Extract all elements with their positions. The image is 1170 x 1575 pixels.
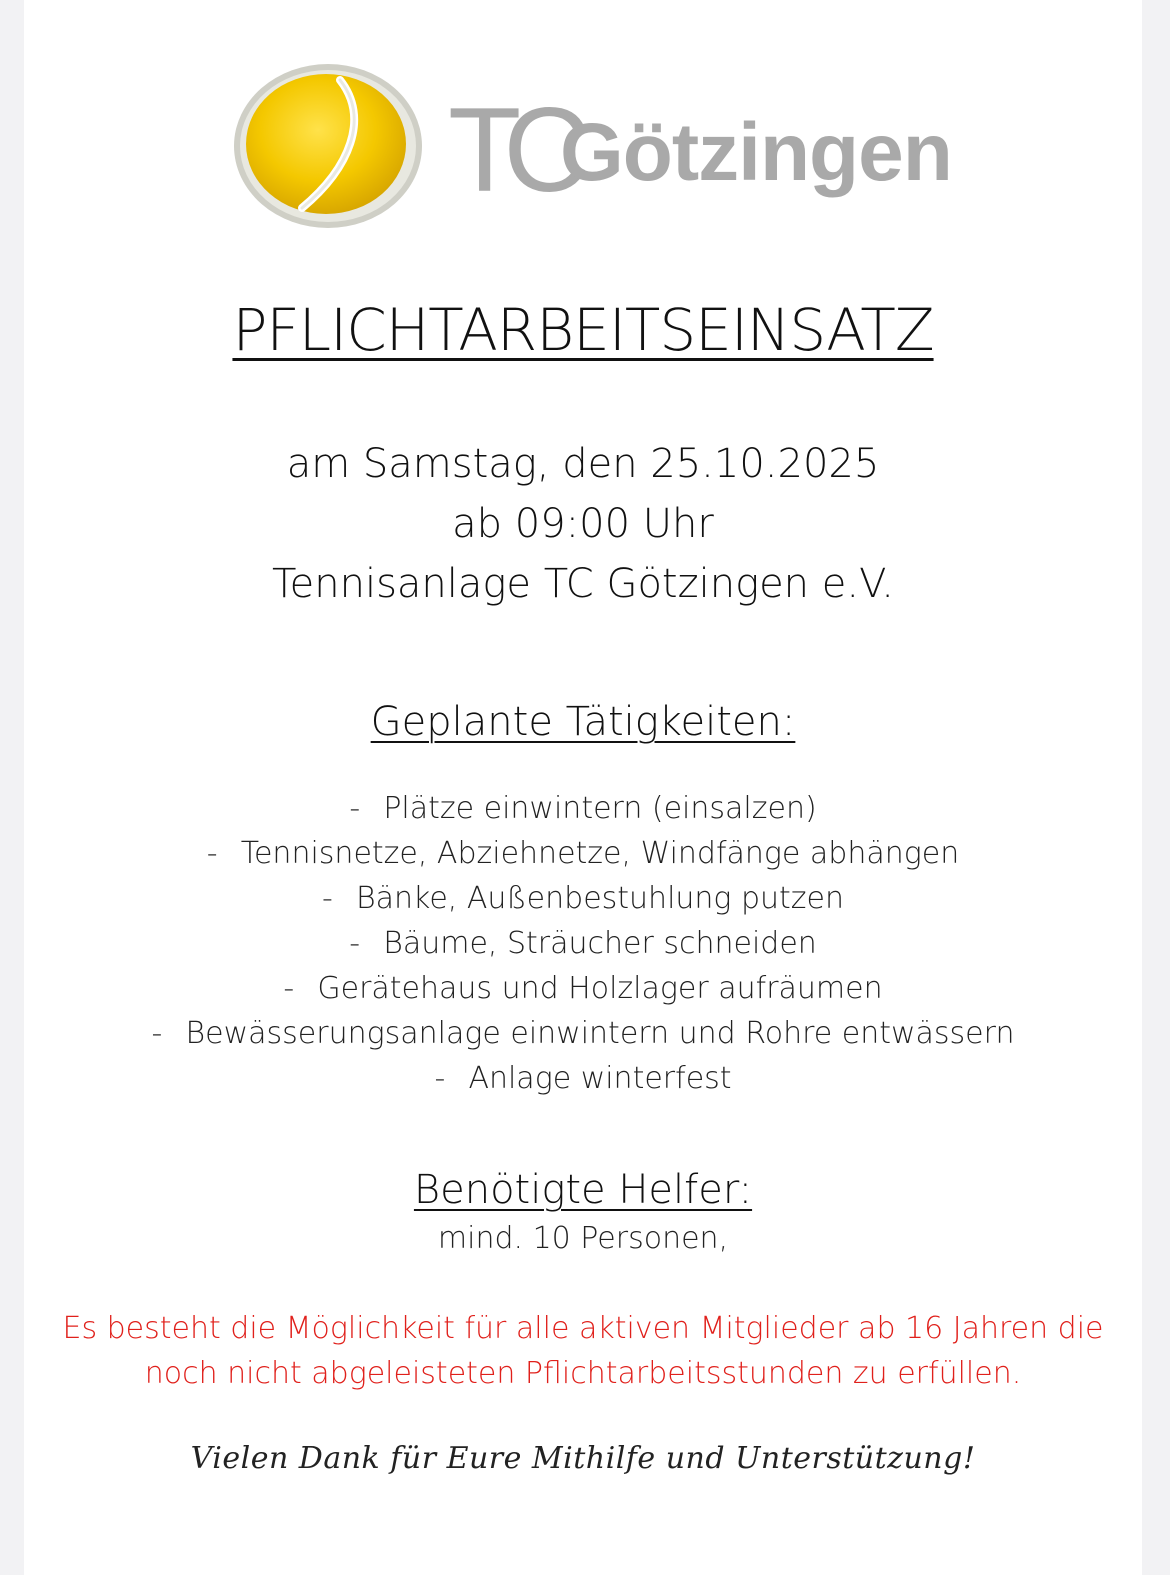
list-item: - Bewässerungsanlage einwintern und Rohre entwässern: [24, 1011, 1142, 1056]
bullet-dash: -: [434, 1061, 446, 1096]
logo-name-text: Götzingen: [560, 107, 952, 198]
flyer-page: [24, 0, 1142, 1575]
bullet-dash: -: [151, 1016, 163, 1051]
club-logo: [220, 58, 955, 230]
list-item: - Tennisnetze, Abziehnetze, Windfänge abhängen: [24, 831, 1142, 876]
member-notice: [24, 1306, 1142, 1396]
helpers-count: mind. 10 Personen,: [437, 1221, 729, 1256]
list-item: - Bäume, Sträucher schneiden: [24, 921, 1142, 966]
page-title: [24, 292, 1142, 368]
list-item: - Plätze einwintern (einsalzen): [24, 786, 1142, 831]
tasks-heading-text: Geplante Tätigkeiten:: [370, 699, 796, 745]
event-location: Tennisanlage TC Götzingen e.V.: [272, 561, 894, 607]
logo-graphic: [220, 58, 955, 230]
bullet-dash: -: [283, 971, 295, 1006]
notice-line: Es besteht die Möglichkeit für alle aktiven Mitglieder ab 16 Jahren die: [62, 1311, 1104, 1346]
bullet-dash: -: [349, 791, 361, 826]
list-item: - Anlage winterfest: [24, 1056, 1142, 1101]
logo-tc-text: TC: [448, 83, 572, 217]
task-list: [24, 786, 1142, 1101]
helpers-heading-text: Benötigte Helfer:: [413, 1167, 753, 1213]
event-date: am Samstag, den 25.10.2025: [286, 441, 880, 487]
helpers-heading: [24, 1162, 1142, 1218]
tasks-heading: [24, 694, 1142, 750]
bullet-dash: -: [206, 836, 218, 871]
event-time: ab 09:00 Uhr: [452, 501, 714, 547]
bullet-dash: -: [349, 926, 361, 961]
notice-line: noch nicht abgeleisteten Pflichtarbeitsstunden zu erfüllen.: [144, 1356, 1022, 1391]
event-details: [24, 434, 1142, 614]
list-item: - Gerätehaus und Holzlager aufräumen: [24, 966, 1142, 1011]
bullet-dash: -: [321, 881, 333, 916]
thanks-message: Vielen Dank für Eure Mithilfe und Unterstützung!: [190, 1441, 976, 1476]
page-title-text: PFLICHTARBEITSEINSATZ: [232, 296, 934, 364]
tennis-ball-icon: [246, 74, 406, 214]
list-item: - Bänke, Außenbestuhlung putzen: [24, 876, 1142, 921]
